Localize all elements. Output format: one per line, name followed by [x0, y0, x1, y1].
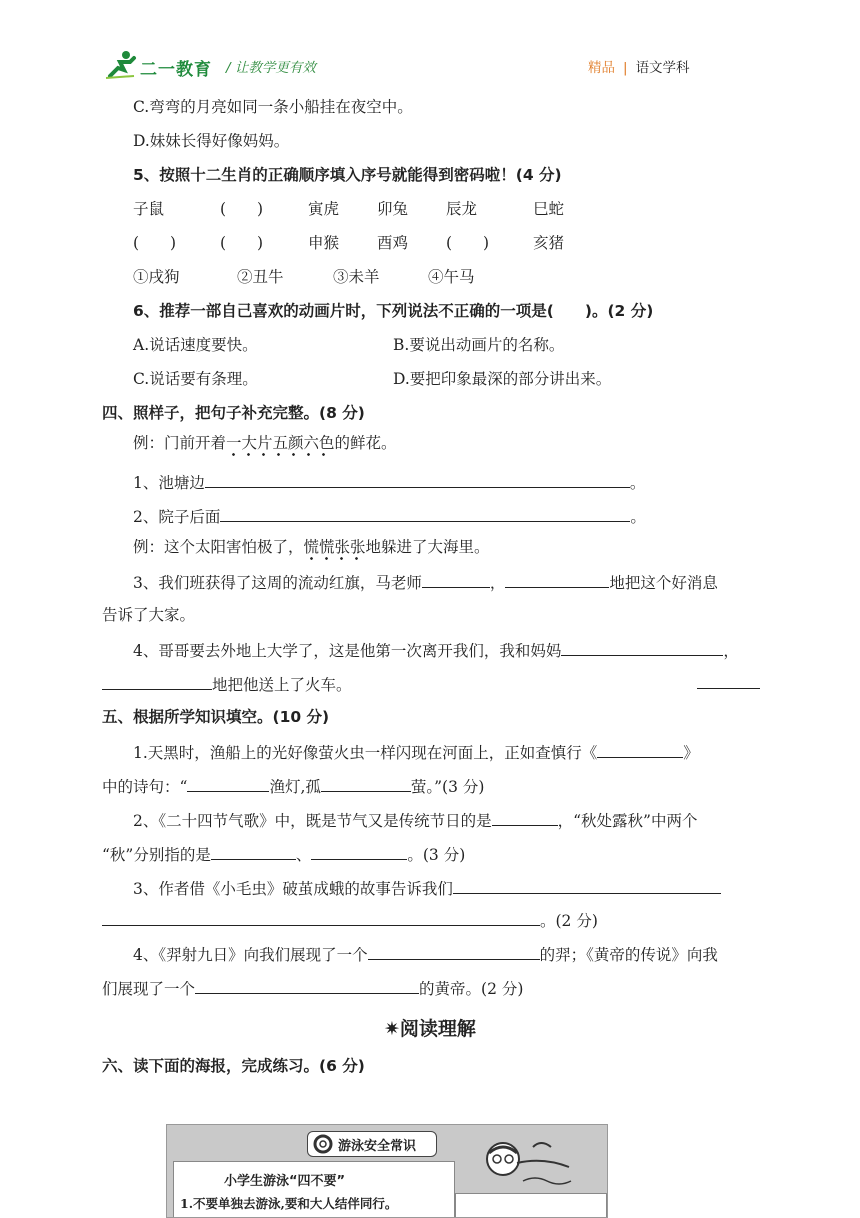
brand-name: 二一教育 [140, 60, 212, 80]
option-c: C.弯弯的月亮如同一条小船挂在夜空中。 [133, 98, 413, 116]
section-5-title: 五、根据所学知识填空。(10 分) [102, 708, 330, 726]
s5-item-2-text-a: 2、《二十四节气歌》中，既是节气又是传统节日的是 [133, 812, 492, 830]
zodiac-row-1-cell-4: 卯兔 [377, 200, 409, 218]
s4-item-2-blank[interactable] [220, 505, 630, 522]
q6-option-c: C.说话要有条理。 [133, 370, 258, 388]
s4-item-1 [133, 471, 645, 493]
s5-item-1-text-c: 渔灯,孤 [269, 778, 321, 796]
q6-option-d: D.要把印象最深的部分讲出来。 [393, 370, 612, 388]
s5-item-4-text-a: 4、《羿射九日》向我们展现了一个 [133, 946, 368, 964]
question-5: 5、按照十二生肖的正确顺序填入序号就能得到密码啦！(4 分) [133, 166, 562, 184]
header-subject [588, 56, 690, 76]
s4-item-4-text-a: 4、哥哥要去外地上大学了，这是他第一次离开我们，我和妈妈 [133, 642, 562, 660]
subject-label: 语文学科 [635, 60, 690, 76]
s5-item-4-blank-1[interactable] [368, 943, 540, 960]
brand-slogan: / 让教学更有效 [226, 60, 316, 76]
s5-item-4-text-b: 的羿；《黄帝的传说》向我 [539, 946, 718, 964]
s4-item-3-blank-2[interactable] [505, 571, 609, 588]
example-1-prefix: 例：门前开着 [133, 434, 227, 452]
s4-item-4-text-b: 地把他送上了火车。 [212, 676, 352, 694]
s5-item-4-line-1 [133, 943, 718, 965]
zodiac-row-2-cell-5: ( ) [446, 234, 490, 252]
s5-item-1-blank-title[interactable] [597, 741, 683, 758]
s5-item-1-line-1 [133, 741, 699, 763]
s5-item-2-text-d: 、 [295, 846, 312, 864]
example-1-emphasis: 一大片五颜六色 [226, 434, 335, 457]
zodiac-row-1-cell-3: 寅虎 [308, 200, 340, 218]
s4-item-4-comma: ， [723, 642, 739, 660]
s4-item-2-label: 2、院子后面 [133, 508, 221, 526]
s5-item-4-line-2 [102, 977, 523, 999]
s5-item-4-text-d: 的黄帝。(2 分) [419, 980, 524, 998]
zodiac-option-2: ②丑牛 [237, 268, 284, 286]
s5-item-2-blank-3[interactable] [311, 843, 407, 860]
zodiac-row-1-cell-5: 辰龙 [446, 200, 478, 218]
poster-rules-box [173, 1161, 455, 1218]
option-d: D.妹妹长得好像妈妈。 [133, 132, 290, 150]
s5-item-2-line-1 [133, 809, 697, 831]
reading-section-title: ✷阅读理解 [384, 1018, 476, 1040]
zodiac-row-2-cell-1: ( ) [133, 234, 177, 252]
runner-logo-icon [104, 50, 140, 80]
poster-tag-text: 游泳安全常识 [338, 1139, 417, 1154]
poster-heading: 小学生游泳“四不要” [224, 1174, 346, 1189]
zodiac-row-2-cell-6: 亥猪 [533, 234, 565, 252]
life-ring-icon [312, 1134, 334, 1154]
premium-tag: 精品 [588, 60, 615, 76]
zodiac-option-3: ③未羊 [333, 268, 380, 286]
zodiac-row-2-cell-2: ( ) [220, 234, 264, 252]
s5-item-2-text-e: 。(3 分) [407, 846, 466, 864]
s4-item-2 [133, 505, 646, 527]
s5-item-1-blank-2[interactable] [321, 775, 411, 792]
s5-item-2-blank-2[interactable] [211, 843, 296, 860]
s5-item-3-text-b: 。(2 分) [540, 912, 598, 930]
s5-item-4-blank-2[interactable] [195, 977, 419, 994]
s4-item-4-line-2 [102, 673, 352, 695]
zodiac-row-1-cell-1: 子鼠 [133, 200, 165, 218]
s5-item-3-line-1 [133, 877, 721, 899]
swimming-poster [166, 1124, 608, 1218]
s4-item-1-period: 。 [629, 474, 646, 492]
zodiac-row-1-cell-6: 巳蛇 [533, 200, 565, 218]
section-4-title: 四、照样子，把句子补充完整。(8 分) [102, 404, 365, 422]
s5-item-3-line-2 [102, 909, 598, 931]
s4-item-4-blank-2[interactable] [102, 673, 212, 690]
swimmer-icon [473, 1133, 593, 1193]
poster-tag [307, 1131, 437, 1157]
header-separator: | [623, 60, 628, 76]
example-2-prefix: 例：这个太阳害怕极了， [133, 538, 304, 556]
s4-item-3-blank-1[interactable] [422, 571, 490, 588]
s5-item-1-text-d: 萤。”(3 分) [410, 778, 485, 796]
example-1 [133, 433, 397, 453]
s5-item-2-text-c: “秋”分别指的是 [102, 846, 211, 864]
s5-item-1-text-b: 中的诗句：“ [102, 778, 188, 796]
s5-item-4-text-c: 们展现了一个 [102, 980, 196, 998]
zodiac-option-4: ④午马 [428, 268, 475, 286]
s5-item-1-text-a: 1.天黑时，渔船上的光好像萤火虫一样闪现在河面上，正如查慎行《 [133, 744, 598, 762]
poster-rule-1: 1.不要单独去游泳,要和大人结伴同行。 [180, 1196, 398, 1211]
s5-item-3-text-a: 3、作者借《小毛虫》破茧成蛾的故事告诉我们 [133, 880, 453, 898]
s4-item-4-blank-3[interactable] [697, 688, 760, 689]
s4-item-3-text-b: 地把这个好消息 [609, 574, 718, 592]
q6-option-a: A.说话速度要快。 [133, 336, 258, 354]
s4-item-1-blank[interactable] [205, 471, 630, 488]
question-6: 6、推荐一部自己喜欢的动画片时，下列说法不正确的一项是( )。(2 分) [133, 302, 654, 320]
s4-item-3-line-1 [133, 571, 718, 593]
poster-side-box [455, 1193, 607, 1218]
zodiac-option-1: ①戌狗 [133, 268, 180, 286]
example-2 [133, 537, 490, 557]
s4-item-3-comma: ， [489, 574, 506, 592]
s5-item-1-line-2 [102, 775, 484, 797]
s4-item-3-text-a: 3、我们班获得了这周的流动红旗，马老师 [133, 574, 422, 592]
zodiac-row-2-cell-3: 申猴 [308, 234, 340, 252]
s4-item-4-line-1 [133, 639, 739, 661]
s5-item-2-line-2 [102, 843, 465, 865]
s5-item-2-blank-1[interactable] [492, 809, 558, 826]
example-1-suffix: 的鲜花。 [334, 434, 397, 452]
s5-item-2-text-b: ，“秋处露秋”中两个 [557, 812, 698, 830]
s4-item-1-label: 1、池塘边 [133, 474, 205, 492]
s5-item-1-close: 》 [683, 744, 699, 762]
s4-item-4-blank-1[interactable] [561, 639, 723, 656]
example-2-suffix: 地躲进了大海里。 [365, 538, 490, 556]
s4-item-3-text-c: 告诉了大家。 [102, 606, 196, 624]
example-2-emphasis: 慌慌张张 [304, 538, 366, 561]
zodiac-row-1-cell-2: ( ) [220, 200, 264, 218]
s5-item-3-blank-2[interactable] [102, 909, 540, 926]
s5-item-3-blank-1[interactable] [453, 877, 721, 894]
s4-item-2-period: 。 [630, 508, 646, 526]
section-6-title: 六、读下面的海报，完成练习。(6 分) [102, 1057, 365, 1075]
q6-option-b: B.要说出动画片的名称。 [393, 336, 565, 354]
zodiac-row-2-cell-4: 酉鸡 [377, 234, 409, 252]
s5-item-1-blank-1[interactable] [187, 775, 269, 792]
